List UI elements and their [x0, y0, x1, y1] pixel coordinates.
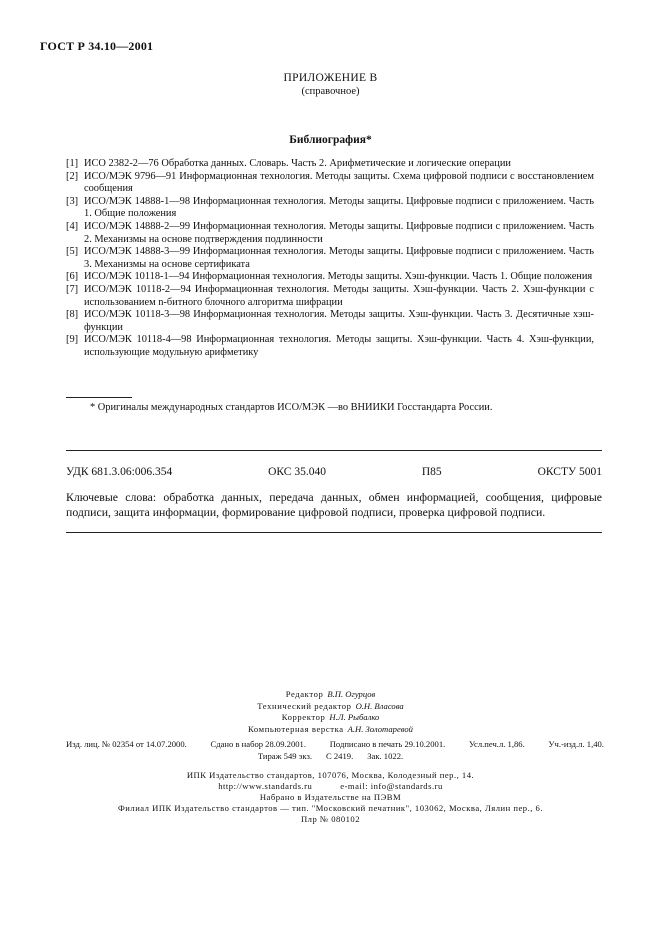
publisher-email[interactable]: e-mail: info@standards.ru — [340, 781, 443, 791]
credit-role: Корректор — [281, 712, 326, 723]
standard-header: ГОСТ Р 34.10—2001 — [40, 39, 154, 53]
license: Изд. лиц. № 02354 от 14.07.2000. — [66, 739, 187, 749]
publisher-contacts — [0, 781, 661, 792]
item-text: ИСО 2382-2—76 Обработка данных. Словарь. Часть 2. Арифметические и логические операции — [84, 158, 511, 169]
oks-code: ОКС 35.040 — [268, 466, 326, 478]
order-number: Зак. 1022. — [367, 751, 404, 761]
credit-line — [0, 724, 661, 736]
item-text: ИСО/МЭК 9796—91 Информационная технология. Методы защиты. Схема цифровой подписи с восстановлением сообщения — [84, 170, 594, 195]
item-number: [1] — [66, 158, 79, 169]
plr-number: Плр № 080102 — [300, 814, 361, 824]
classification-row — [66, 466, 602, 478]
item-text: ИСО/МЭК 14888-3—99 Информационная технология. Методы защиты. Цифровые подписи с приложением. Часть 3. Механизмы на основе сертификата — [84, 246, 594, 270]
item-text: ИСО/МЭК 10118-3—98 Информационная технология. Методы защиты. Хэш-функции. Часть 3. Десятичные хэш-функции — [84, 309, 594, 333]
print-sheets: Усл.печ.л. 1,86. — [468, 739, 525, 749]
credit-name: В.П. Огурцов — [327, 689, 376, 699]
publisher-address: ИПК Издательство стандартов, 107076, Москва, Колодезный пер., 14. — [186, 770, 475, 780]
udk-code: УДК 681.3.06:006.354 — [66, 466, 173, 478]
bibliography-item — [66, 196, 594, 221]
credit-line — [0, 712, 661, 724]
sent-date: Сдано в набор 28.09.2001. — [210, 739, 307, 749]
appendix-title: ПРИЛОЖЕНИЕ В — [283, 72, 378, 84]
publisher-block — [0, 770, 661, 825]
bibliography-title: Библиография* — [289, 134, 372, 146]
publication-info — [66, 739, 604, 749]
bibliography-item — [66, 246, 594, 271]
credit-line — [0, 689, 661, 701]
credit-name: А.Н. Золотаревой — [347, 723, 413, 734]
print-run-line — [0, 751, 661, 761]
bibliography-item — [66, 271, 594, 284]
bottom-divider — [66, 532, 602, 533]
item-number: [6] — [66, 271, 79, 283]
bibliography-item — [66, 334, 594, 359]
bibliography-item — [66, 284, 594, 309]
item-text: ИСО/МЭК 10118-4—98 Информационная технология. Методы защиты. Хэш-функции. Часть 4. Хэш-функции, использующие модульную арифметику — [84, 334, 594, 358]
print-run: Тираж 549 экз. — [257, 751, 312, 761]
credit-name: О.Н. Власова — [355, 700, 404, 711]
item-number: [4] — [66, 220, 79, 232]
group-code: П85 — [421, 466, 442, 478]
item-number: [5] — [66, 246, 79, 258]
typeset-note: Набрано в Издательстве на ПЭВМ — [259, 792, 402, 802]
edition-sheets: Уч.-изд.л. 1,40. — [548, 739, 604, 749]
credit-name: Н.Л. Рыбалко — [329, 712, 380, 723]
price-code: С 2419. — [326, 751, 354, 761]
credit-line — [0, 701, 661, 713]
item-text: ИСО/МЭК 10118-2—94 Информационная технология. Методы защиты. Хэш-функции. Часть 2. Хэш-функции с использованием n-битного блочного алгоритма шифрации — [84, 283, 594, 308]
bibliography-item — [66, 158, 594, 171]
bibliography-list — [66, 158, 594, 360]
bibliography-item — [66, 309, 594, 334]
branch-address: Филиал ИПК Издательство стандартов — тип. "Московский печатник", 103062, Москва, Лялин пер., 6. — [118, 803, 543, 813]
footnote: * Оригиналы международных стандартов ИСО/МЭК —во ВНИИКИ Госстандарта России. — [90, 402, 493, 413]
credit-role: Компьютерная верстка — [248, 723, 344, 734]
credit-role: Технический редактор — [257, 700, 352, 711]
appendix-subtitle: (справочное) — [301, 86, 360, 97]
signed-date: Подписано в печать 29.10.2001. — [329, 739, 446, 749]
bibliography-item — [66, 171, 594, 196]
item-number: [8] — [66, 309, 79, 321]
item-number: [9] — [66, 334, 79, 346]
footnote-rule — [66, 397, 132, 398]
credit-role: Редактор — [285, 689, 324, 699]
top-divider — [66, 450, 602, 451]
item-number: [7] — [66, 283, 79, 295]
publisher-website[interactable]: http://www.standards.ru — [218, 781, 313, 791]
item-text: ИСО/МЭК 10118-1—94 Информационная технология. Методы защиты. Хэш-функции. Часть 1. Общие положения — [84, 271, 593, 283]
bibliography-item — [66, 221, 594, 246]
credits-block — [0, 689, 661, 735]
item-number: [3] — [66, 195, 79, 207]
keywords: Ключевые слова: обработка данных, передача данных, обмен информацией, сообщения, цифровые подписи, защита информации, формирование цифровой подписи, проверка цифровой подписи. — [66, 490, 602, 519]
okstu-code: ОКСТУ 5001 — [537, 466, 602, 478]
item-number: [2] — [66, 170, 79, 182]
item-text: ИСО/МЭК 14888-2—99 Информационная технология. Методы защиты. Цифровые подписи с приложением. Часть 2. Механизмы на основе подтверждения подлинности — [84, 220, 594, 245]
item-text: ИСО/МЭК 14888-1—98 Информационная технология. Методы защиты. Цифровые подписи с приложением. Часть 1. Общие положения — [84, 195, 594, 220]
